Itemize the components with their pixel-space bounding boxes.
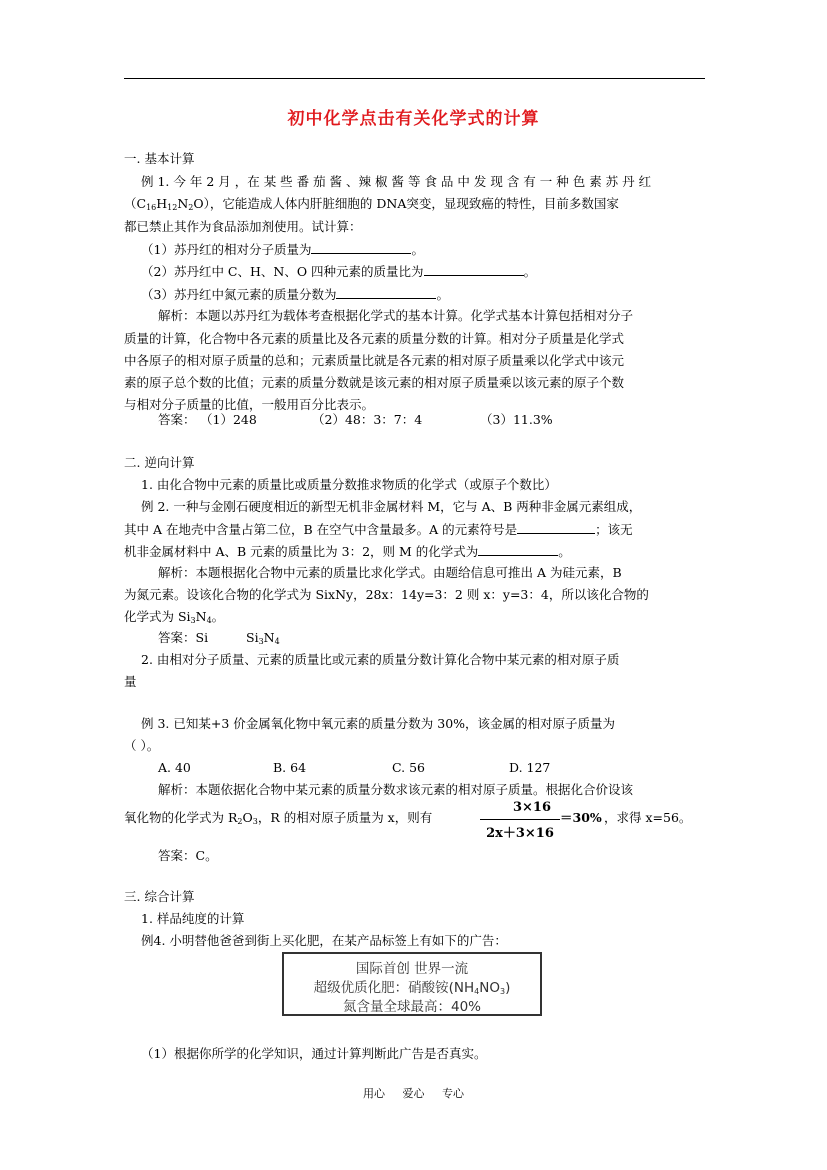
section-heading: 一. 基本计算 — [124, 151, 195, 166]
subsection-heading: 1. 由化合物中元素的质量比或质量分数推求物质的化学式（或原子个数比） — [141, 477, 557, 492]
subsection-heading: 2. 由相对分子质量、元素的质量比或元素的质量分数计算化合物中某元素的相对原子质 — [141, 652, 620, 667]
analysis-text: 素的原子总个数的比值；元素的质量分数就是该元素的相对原子质量乘以该元素的原子个数 — [124, 375, 625, 390]
analysis-text: 为氮元素。设该化合物的化学式为 SixNy，28x：14y=3：2 则 x：y=3：4，所以该化合物的 — [124, 587, 649, 602]
answer-value: 答案：C。 — [158, 848, 218, 863]
analysis-text: 解析：本题依据化合物中某元素的质量分数求该元素的相对原子质量。根据化合价设该 — [158, 782, 634, 797]
option-d: D. 127 — [509, 760, 551, 775]
answer-blank — [336, 286, 436, 299]
fraction-result: ＝30% — [560, 810, 602, 825]
example-text: 其中 A 在地壳中含量占第二位，B 在空气中含量最多。A 的元素符号是 ；该无 — [124, 522, 633, 537]
ad-line: 超级优质化肥：硝酸铵$(NH_4NO_3)$ — [313, 980, 511, 996]
section-heading: 二. 逆向计算 — [124, 455, 195, 470]
answer-blank — [478, 543, 558, 556]
answer-label: 答案： — [158, 412, 196, 427]
option-b: B. 64 — [273, 760, 307, 775]
answer-value: （1）248 — [200, 412, 257, 427]
subsection-heading: 量 — [124, 674, 137, 689]
answer-value: $Si_3N_4$ — [246, 630, 280, 646]
analysis-text: 中各原子的相对原子质量的总和；元素质量比就是各元素的相对原子质量乘以化学式中该元 — [124, 353, 625, 368]
page-title: 初中化学点击有关化学式的计算 — [287, 109, 540, 129]
question-2: （2）苏丹红中 C、H、N、O 四种元素的质量比为 。 — [141, 264, 537, 279]
fraction-denominator: 2x＋3×16 — [486, 826, 554, 841]
question-1: （1）根据你所学的化学知识，通过计算判断此广告是否真实。 — [141, 1046, 487, 1061]
section-heading: 三. 综合计算 — [124, 889, 195, 904]
fraction-numerator: 3×16 — [512, 800, 552, 815]
example-text: 例 2. 一种与金刚石硬度相近的新型无机非金属材料 M，它与 A、B 两种非金属元素组成， — [141, 499, 642, 514]
example-text: 例 1. 今 年 2 月 ，在 某 些 番 茄 酱 、辣 椒 酱 等 食 品 中 发 现 含 有 一 种 色 素 苏 丹 红 — [141, 174, 652, 189]
ad-line: 氮含量全球最高：40% — [342, 999, 481, 1015]
analysis-text: 化学式为 $Si_3N_4$。 — [124, 609, 225, 625]
analysis-text: 与相对分子质量的比值，一般用百分比表示。 — [124, 397, 375, 412]
analysis-text: 质量的计算，化合物中各元素的质量比及各元素的质量分数的计算。相对分子质量是化学式 — [124, 331, 625, 346]
example-text: 都已禁止其作为食品添加剂使用。试计算： — [124, 219, 362, 234]
analysis-text: ，求得 x=56。 — [604, 810, 692, 825]
example-text: 机非金属材料中 A、B 元素的质量比为 3：2，则 M 的化学式为 。 — [124, 544, 571, 559]
analysis-text: 氧化物的化学式为 $R_2O_3$，R 的相对原子质量为 x，则有 — [124, 810, 433, 826]
answer-blank — [517, 521, 595, 534]
ad-line: 国际首创 世界一流 — [355, 961, 469, 977]
answer-value: 答案：Si — [158, 630, 209, 645]
fraction-bar — [480, 819, 560, 820]
subsection-heading: 1. 样品纯度的计算 — [141, 911, 245, 926]
analysis-text: 解析：本题以苏丹红为载体考查根据化学式的基本计算。化学式基本计算包括相对分子 — [158, 308, 634, 323]
answer-value: （3）11.3% — [480, 412, 553, 427]
example-text: $(C_{16}H_{12}N_2O)$，它能造成人体内肝脏细胞的 DNA突变，显现致癌的特性，目前多数国家 — [124, 196, 619, 212]
page-footer: 用心 爱心 专心 — [363, 1087, 464, 1100]
answer-value: （2）48：3：7：4 — [312, 412, 423, 427]
question-3: （3）苏丹红中氮元素的质量分数为 。 — [141, 287, 449, 302]
header-rule — [124, 78, 705, 79]
example-text: 例4. 小明替他爸爸到街上买化肥，在某产品标签上有如下的广告： — [141, 933, 507, 948]
option-a: A. 40 — [158, 760, 191, 775]
question-1: （1）苏丹红的相对分子质量为 。 — [141, 242, 424, 257]
analysis-text: 解析：本题根据化合物中元素的质量比求化学式。由题给信息可推出 A 为硅元素，B — [158, 565, 622, 580]
answer-blank — [424, 263, 524, 276]
example-text: （ ）。 — [124, 738, 160, 753]
answer-blank — [311, 241, 411, 254]
example-text: 例 3. 已知某+3 价金属氧化物中氧元素的质量分数为 30%，该金属的相对原子质量为 — [141, 716, 616, 731]
option-c: C. 56 — [392, 760, 425, 775]
advertisement-box — [282, 952, 542, 1016]
